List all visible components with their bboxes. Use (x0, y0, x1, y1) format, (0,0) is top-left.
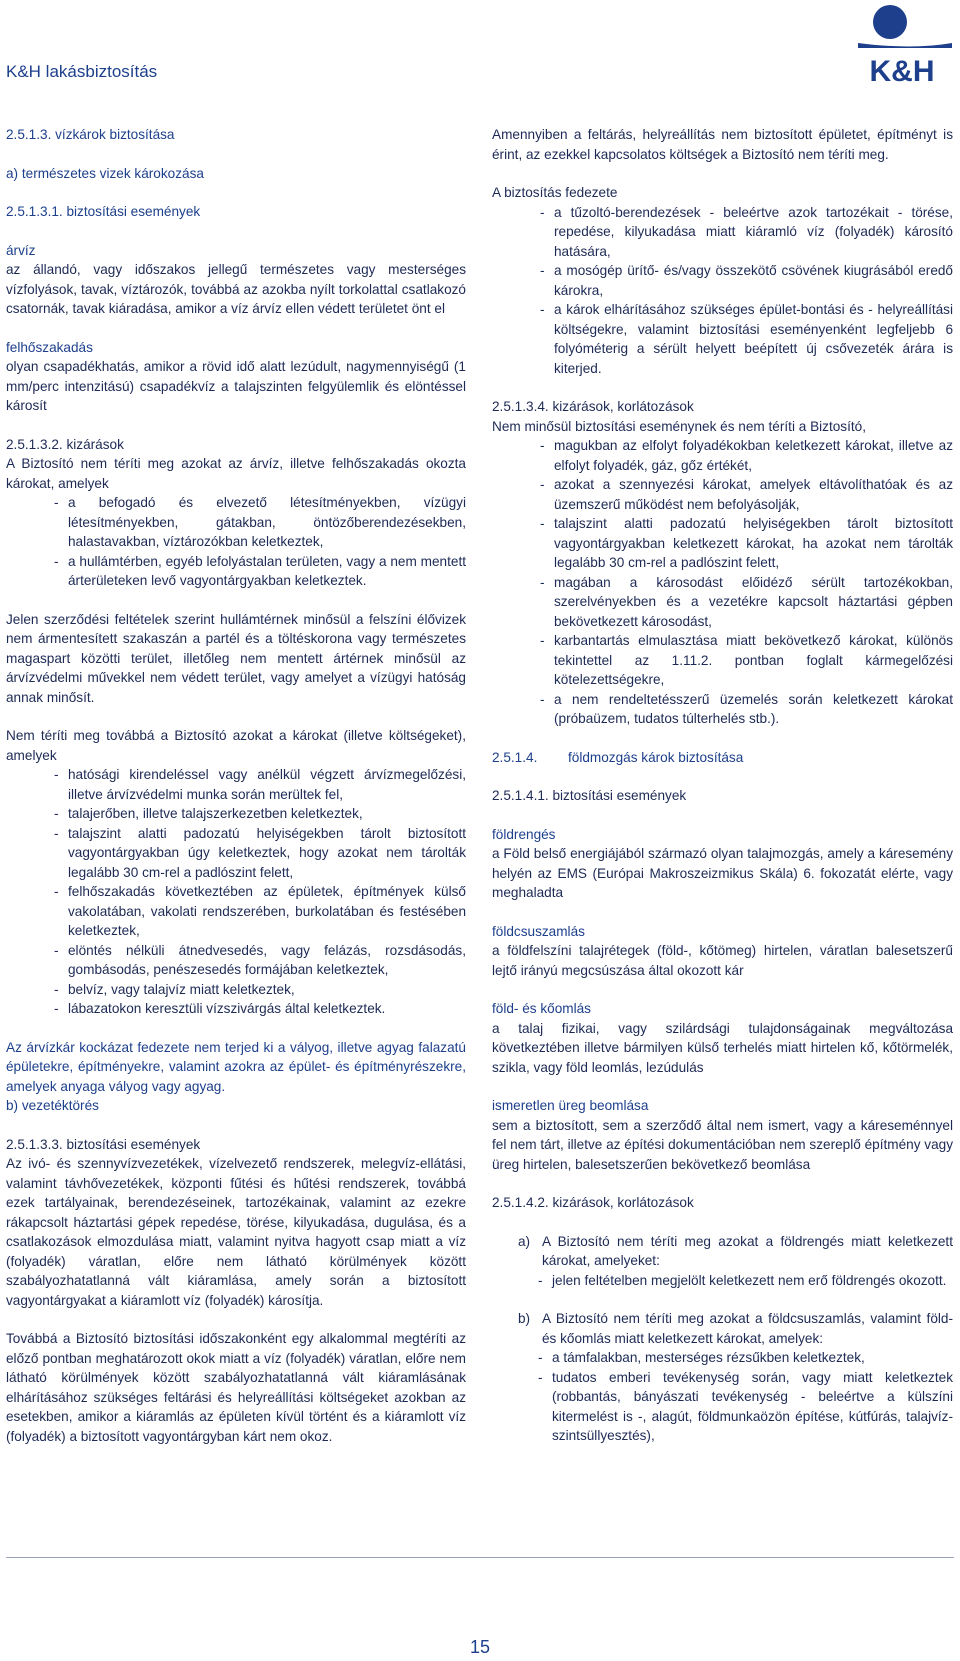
list-item: - lábazatokon keresztüli vízszivárgás által keletkeztek. (54, 1001, 386, 1016)
list-item: - a tűzoltó-berendezések - beleértve azok tartozékait - törése, repedése, kilyukadása miatt kiáramló víz (folyadék) károsító hatására, (540, 204, 953, 259)
paragraph: Amennyiben a feltárás, helyreállítás nem biztosított épületet, építményt is érint, az ezekkel kapcsolatos költségek a Biztosító nem téríti meg. (492, 127, 953, 162)
page-number: 15 (469, 1637, 491, 1657)
paragraph: A Biztosító nem téríti meg azokat az árvíz, illetve felhőszakadás okozta károkat, amelyek (6, 456, 466, 491)
subsection-heading: 2.5.1.3.3. biztosítási események (6, 1136, 201, 1152)
logo-text: K&H (869, 55, 935, 88)
term-definition: a talaj fizikai, vagy szilárdsági tulajdonságainak megváltozása következtében illetve bármilyen külső terhelés miatt hirtelen kő, kőtörmelék, szikla, vagy föld leomlás, lezúdulás (492, 1020, 953, 1075)
subsection-heading: 2.5.1.4.1. biztosítási események (492, 788, 687, 803)
right-column (492, 125, 953, 1446)
lettered-item: a) A Biztosító nem téríti meg azokat a földrengés miatt keletkezett károkat, amelyeket: (518, 1233, 953, 1268)
list-item: - a befogadó és elvezető létesítményekben, vízügyi létesítményekben, gátakban, öntözőberendezésekben, halastavakban, víztározókban keletkeztek, (54, 495, 466, 549)
list-item: - a támfalakban, mesterséges rézsűkben keletkeztek, (538, 1350, 865, 1365)
term-title: ismeretlen üreg beomlása (492, 1098, 649, 1113)
list-item: - karbantartás elmulasztása miatt bekövetkező károkat, különös tekintettel az 1.11.2. pontban foglalt kármegelőzési kötelezettségekre, (540, 633, 953, 687)
list-item: - talajerőben, illetve talajszerkezetben keletkeztek, (54, 806, 363, 821)
term-definition: olyan csapadékhatás, amikor a rövid idő alatt lezúdult, nagymennyiségű (1 mm/perc intenzitású) csapadékvíz a talajszinten felgyülemlik és elöntéssel károsít (6, 359, 466, 413)
term-title: földrengés (492, 826, 556, 842)
subsection-heading: 2.5.1.3.2. kizárások (6, 436, 124, 452)
paragraph-title: A biztosítás fedezete (492, 185, 618, 200)
subsection-heading: 2.5.1.3.1. biztosítási események (6, 204, 201, 219)
list-item: - magában a károsodást előidéző sérült tartozékokban, szerelvényekben és a vezetékre kapcsolt háztartási gépben bekövetkezett károsodást, (540, 574, 953, 629)
subsection-heading: 2.5.1.4.2. kizárások, korlátozások (492, 1195, 694, 1210)
list-item: - a károk elhárításához szükséges épület-bontási és - helyreállítási költségekre, valamint biztosítási eseményenként legfeljebb 6 folyóméterig a sérült helyett beépített új csővezeték árára is kiterjed. (540, 302, 953, 376)
section-heading: 2.5.1.4. földmozgás károk biztosítása (492, 749, 744, 765)
list-item: - talajszint alatti padozatú helyiségekben tárolt biztosított vagyontárgyakban keletkezett károkat, ha azokat nem tárolták legalább 30 cm-rel a padlószint felett, (540, 516, 953, 570)
emphasis-paragraph: Az árvízkár kockázat fedezete nem terjed ki a vályog, illetve agyag falazatú épületekre, építményekre, valamint azokra az épület- és építményrészekre, amelyek anyaga vályog vagy agyag. (6, 1039, 466, 1094)
paragraph: Az ivó- és szennyvízvezetékek, vízelvezető rendszerek, melegvíz-ellátási, valamint távhővezetékek, központi fűtési és hűtési rendszerek, továbbá ezek tartályainak, berendezéseinek, tartozékainak, valamint az ezekre rákapcsolt háztartási gépek repedése, törése, kilyukadása, dugulása, és a csatlakozások elmozdulása miatt, valamint nyitva hagyott csap miatt a víz (folyadék) váratlan, előre nem látható körülmények között szabályozhatatlanná vált kiáramlása, amely során a biztosított vagyontárgyakat a kiáramlott víz (folyadék) károsítja. (6, 1156, 466, 1308)
paragraph: Továbbá a Biztosító biztosítási időszakonként egy alkalommal megtéríti az előző pontban meghatározott okok miatt a víz (folyadék) váratlan, előre nem látható körülmények között szabályozhatatlanná vált kiáramlásának elhárításához szükséges feltárási és helyreállítási költségeket azokban az esetekben, amikor a kiáramlás az épületen kívül történt és a kiáramlott víz (folyadék) a biztosított vagyontárgyban kárt nem okoz. (6, 1331, 466, 1444)
term-definition: az állandó, vagy időszakos jellegű természetes vagy mesterséges vízfolyások, tavak, víztározók, továbbá az azokba nyílt torkolattal csatlakozó csatornák, tavak kiáradása, amikor a víz árvíz ellen védett területet önt el (6, 262, 466, 316)
list-item: - elöntés nélküli átnedvesedés, vagy felázás, rozsdásodás, gombásodás, penészesedés formájában keletkeztek, (54, 942, 466, 977)
subsection-heading: a) természetes vizek károkozása (6, 165, 204, 181)
list-item: - belvíz, vagy talajvíz miatt keletkeztek, (54, 981, 295, 997)
footer-divider (6, 1557, 954, 1558)
paragraph: Jelen szerződési feltételek szerint hullámtérnek minősül a felszíni élővizek nem ármentesített szakaszán a partél és a töltéskorona vagy természetes magaspart közötti terület, illetőleg nem mentett ártérnek minősül az árvízvédelmi művekkel nem védett terület, vagy amelyet a vízügyi hatóság annak minősít. (6, 611, 466, 705)
list-item: - felhőszakadás következtében az épületek, építmények külső vakolatában, vakolati rendszerében, burkolatában és festésében keletkeztek, (54, 884, 466, 938)
section-heading: 2.5.1.3. vízkárok biztosítása (6, 127, 175, 142)
paragraph: Nem minősül biztosítási eseménynek és nem téríti a Biztosító, (492, 418, 866, 434)
subsection-heading: 2.5.1.3.4. kizárások, korlátozások (492, 399, 694, 414)
term-title: felhőszakadás (6, 339, 93, 355)
list-item: - hatósági kirendeléssel vagy anélkül végzett árvízmegelőzési, illetve árvízvédelmi munka során merültek fel, (54, 767, 466, 802)
subsection-heading: b) vezetéktörés (6, 1098, 99, 1113)
list-item: - magukban az elfolyt folyadékokban keletkezett károkat, illetve az elfolyt folyadék, gáz, gőz értékét, (540, 438, 953, 473)
kh-logo-icon (852, 2, 952, 88)
term-title: földcsuszamlás (492, 923, 585, 939)
lettered-item: b) A Biztosító nem téríti meg azokat a földcsuszamlás, valamint föld- és kőomlás miatt keletkezett károkat, amelyek: (518, 1311, 953, 1346)
paragraph: Nem téríti meg továbbá a Biztosító azokat a károkat (illetve költségeket), amelyek (6, 728, 466, 763)
list-item: - talajszint alatti padozatú helyiségekben tárolt biztosított vagyontárgyakban úgy keletkeztek, hogy azokat nem tárolták legalább 30 cm-rel a padlószint felett, (54, 825, 466, 880)
list-item: - a hullámtérben, egyéb lefolyástalan területen, vagy a nem mentett árterületeken levő vagyontárgyakban keletkeztek. (54, 553, 466, 588)
list-item: - azokat a szennyezési károkat, amelyek eltávolíthatóak és az üzemszerű működést nem befolyásolják, (540, 477, 953, 512)
left-column (6, 125, 466, 1446)
term-title: föld- és kőomlás (492, 1001, 591, 1016)
list-item: - a nem rendeltetésszerű üzemelés során keletkezett károkat (próbaüzem, tudatos túlterhelés stb.). (540, 691, 953, 726)
list-item: - tudatos emberi tevékenység során, vagy miatt keletkeztek (robbantás, bányászati tevékenység - beleértve a külszíni kitermelést is -, alagút, földmunkaözön építése, kútfúrás, talajvíz-szintsüllyesztés), (538, 1369, 953, 1443)
term-definition: a Föld belső energiájából származó olyan talajmozgás, amely a káresemény helyén az EMS (Európai Makroszeizmikus Skála) 6. fokozatát elérte, vagy meghaladta (492, 846, 953, 900)
term-definition: sem a biztosított, sem a szerződő által nem ismert, vagy a káreseménnyel fel nem tárt, illetve az építési dokumentációban nem szereplő építmény vagy üreg hirtelen, balesetszerűen bekövetkező beomlása (492, 1117, 953, 1172)
term-title: árvíz (6, 242, 36, 258)
document-header-title: K&H lakásbiztosítás (6, 62, 158, 81)
list-item: - a mosógép ürítő- és/vagy összekötő csövének kiugrásából eredő károkra, (540, 263, 953, 298)
list-item: - jelen feltételben megjelölt keletkezett nem erő földrengés okozott. (538, 1272, 947, 1288)
term-definition: a földfelszíni talajrétegek (föld-, kőtömeg) hirtelen, váratlan balesetszerű lejtő irányú megcsúszása által okozott kár (492, 943, 953, 978)
